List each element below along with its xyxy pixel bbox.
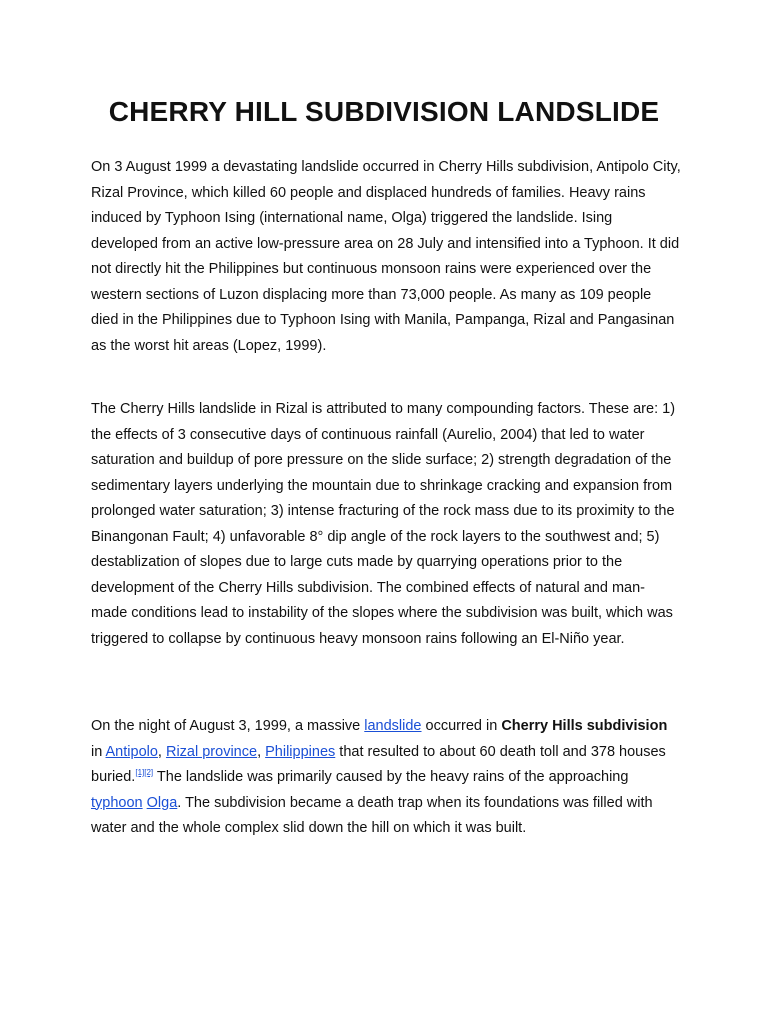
page-title: CHERRY HILL SUBDIVISION LANDSLIDE <box>108 96 660 127</box>
citation-2[interactable]: [2] <box>144 768 154 778</box>
text-run: occurred in <box>421 718 502 734</box>
paragraph-event <box>91 714 681 842</box>
link-typhoon[interactable]: typhoon <box>91 794 143 811</box>
bold-cherry-hills: Cherry Hills subdivision <box>501 718 668 734</box>
link-landslide[interactable]: landslide <box>364 718 422 734</box>
text-run: that resulted to about 60 death toll and 378 houses buried. <box>91 743 666 785</box>
text-run: The landslide was primarily caused by the heavy rains of the approaching <box>153 769 629 785</box>
text-run: On the night of August 3, 1999, a massive <box>91 718 365 734</box>
paragraph-factors: The Cherry Hills landslide in Rizal is attributed to many compounding factors. These are: 1) the effects of 3 consecutive days of continuous rainfall (Aurelio, 2004) that led to water saturation and buildup of pore pressure on the slide surface; 2) strength degradation of the sedimentary layers underlying the mountain due to shrinkage cracking and expansion from prolonged water saturation; 3) intense fracturing of the rock mass due to its proximity to the Binangonan Fault; 4) unfavorable 8° dip angle of the rock layers to the southwest and; 5) destablization of slopes due to large cuts made by quarrying operations prior to the development of the Cherry Hills subdivision. The combined effects of natural and man-made conditions lead to instability of the slopes where the subdivision was built, which was triggered to collapse by continuous heavy monsoon rains following an El-Niño year. <box>91 401 676 647</box>
text-run: . The subdivision became a death trap when its foundations was filled with water and the whole complex slid down the hill on which it was built. <box>91 794 653 836</box>
text-run: in <box>91 743 106 760</box>
text-run: , <box>257 743 266 760</box>
link-antipolo[interactable]: Antipolo <box>105 743 158 760</box>
link-rizal-province[interactable]: Rizal province <box>165 743 258 760</box>
text-run: , <box>157 743 166 760</box>
link-olga[interactable]: Olga <box>146 794 178 811</box>
link-philippines[interactable]: Philippines <box>265 743 336 760</box>
citation-1[interactable]: [1] <box>135 768 145 778</box>
paragraph-intro: On 3 August 1999 a devastating landslide occurred in Cherry Hills subdivision, Antipolo City, Rizal Province, which killed 60 people and displaced hundreds of families. Heavy rains induced by Typhoon Ising (international name, Olga) triggered the landslide. Ising developed from an active low-pressure area on 28 July and intensified into a Typhoon. It did not directly hit the Philippines but continuous monsoon rains were experienced over the western sections of Luzon displacing more than 73,000 people. As many as 109 people died in the Philippines due to Typhoon Ising with Manila, Pampanga, Rizal and Pangasinan as the worst hit areas (Lopez, 1999). <box>91 159 681 354</box>
